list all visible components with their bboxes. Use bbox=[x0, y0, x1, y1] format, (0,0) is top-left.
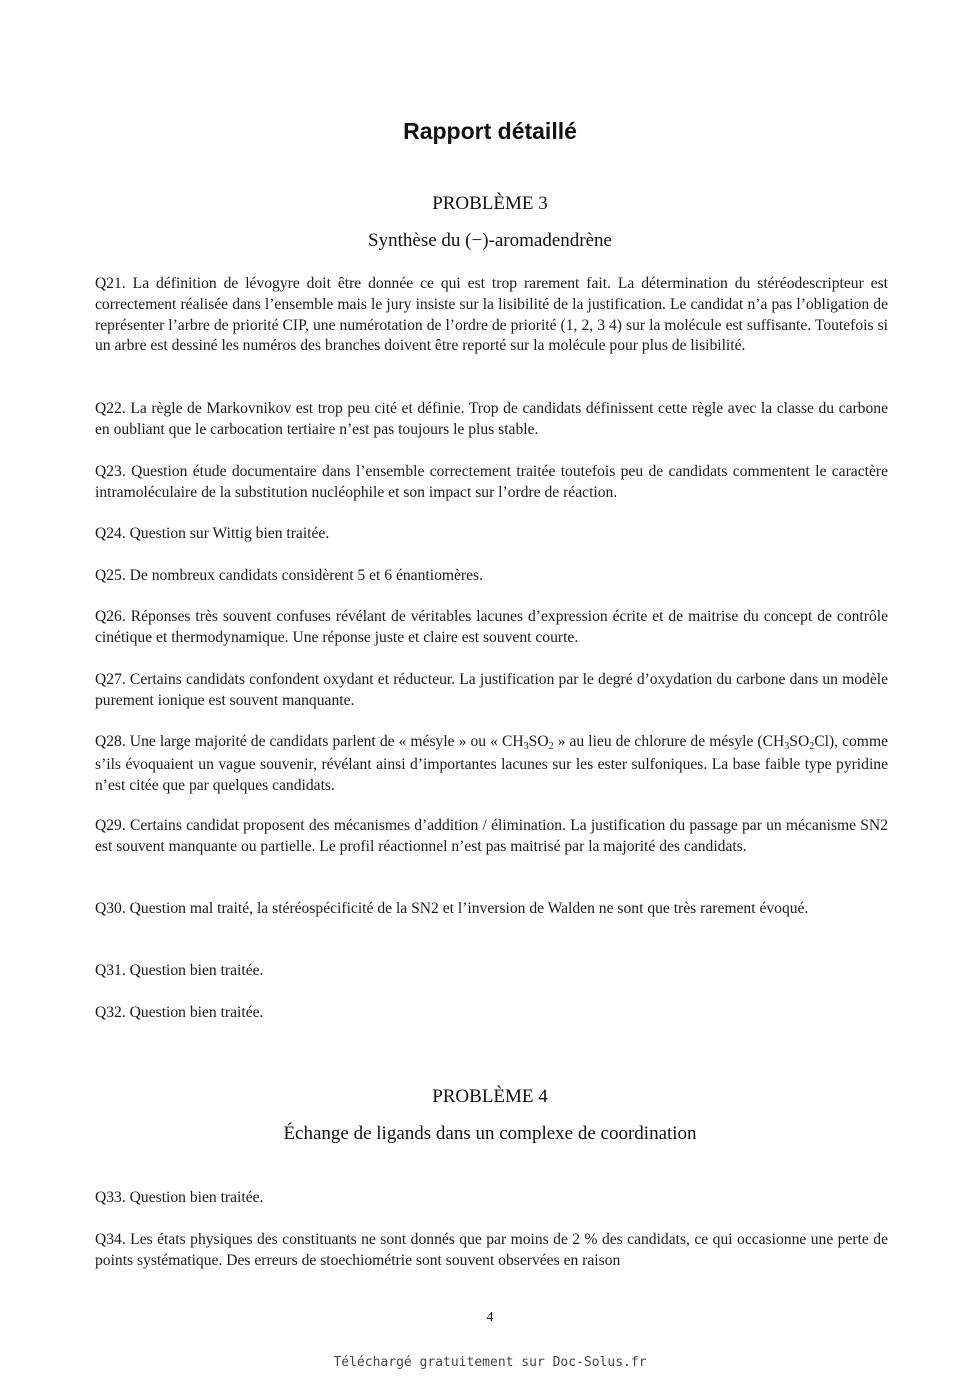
answer-q29: Q29. Certains candidat proposent des mécanismes d’addition / élimination. La justification du passage par un mécanisme SN2 est souvent manquante ou partielle. Le profil réactionnel n’est pas maitrisé par la majorité des candidats. bbox=[95, 817, 888, 855]
answer-q25: Q25. De nombreux candidats considèrent 5 et 6 énantiomères. bbox=[95, 567, 483, 584]
answer-q26: Q26. Réponses très souvent confuses révélant de véritables lacunes d’expression écrite et de maitrise du concept de contrôle cinétique et thermodynamique. Une réponse juste et claire est souvent courte. bbox=[95, 608, 888, 646]
answer-q28: Q28. Une large majorité de candidats parlent de « mésyle » ou « $CH_3SO_2$ » au lieu de chlorure de mésyle $(CH_3SO_2Cl)$, comme s’ils évoquaient un vague souvenir, révélant ainsi d’importantes lacunes sur les ester sulfoniques. La base faible type pyridine n’est citée que par quelques candidats. bbox=[95, 733, 888, 794]
problem3-heading: PROBLÈME 3 bbox=[432, 193, 548, 214]
problem4-heading: PROBLÈME 4 bbox=[432, 1086, 548, 1107]
answer-q32: Q32. Question bien traitée. bbox=[95, 1004, 264, 1021]
page-number: 4 bbox=[486, 1310, 494, 1325]
problem4-subtitle: Échange de ligands dans un complexe de coordination bbox=[283, 1123, 697, 1144]
answer-q24: Q24. Question sur Wittig bien traitée. bbox=[95, 525, 330, 542]
answer-q21: Q21. La définition de lévogyre doit être donnée ce qui est trop rarement fait. La détermination du stéréodescripteur est correctement réalisée dans l’ensemble mais le jury insiste sur la lisibilité de la justification. Le candidat n’a pas l’obligation de représenter l’arbre de priorité CIP, une numérotation de l’ordre de priorité (1, 2, 3 4) sur la molécule est suffisante. Toutefois si un arbre est dessiné les numéros des branches doivent être reporté sur la molécule pour plus de lisibilité. bbox=[95, 275, 888, 355]
download-footer: Téléchargé gratuitement sur Doc-Solus.fr bbox=[333, 1355, 647, 1370]
answer-q23: Q23. Question étude documentaire dans l’ensemble correctement traitée toutefois peu de candidats commentent le caractère intramoléculaire de la substitution nucléophile et son impact sur l’ordre de réaction. bbox=[95, 463, 888, 501]
problem3-subtitle: Synthèse du (−)-aromadendrène bbox=[368, 230, 612, 251]
answer-q33: Q33. Question bien traitée. bbox=[95, 1189, 264, 1206]
answer-q27: Q27. Certains candidats confondent oxydant et réducteur. La justification par le degré d’oxydation du carbone dans un modèle purement ionique est souvent manquante. bbox=[95, 671, 888, 709]
answer-q30: Q30. Question mal traité, la stéréospécificité de la SN2 et l’inversion de Walden ne sont que très rarement évoqué. bbox=[95, 900, 809, 917]
answer-q31: Q31. Question bien traitée. bbox=[95, 962, 264, 979]
answer-q22: Q22. La règle de Markovnikov est trop peu cité et définie. Trop de candidats définissent cette règle avec la classe du carbone en oubliant que le carbocation tertiaire n’est pas toujours le plus stable. bbox=[95, 400, 888, 438]
answer-q34: Q34. Les états physiques des constituants ne sont donnés que par moins de 2 % des candidats, ce qui occasionne une perte de points systématique. Des erreurs de stoechiométrie sont souvent observées en raison bbox=[95, 1231, 888, 1269]
page-title: Rapport détaillé bbox=[403, 118, 577, 144]
